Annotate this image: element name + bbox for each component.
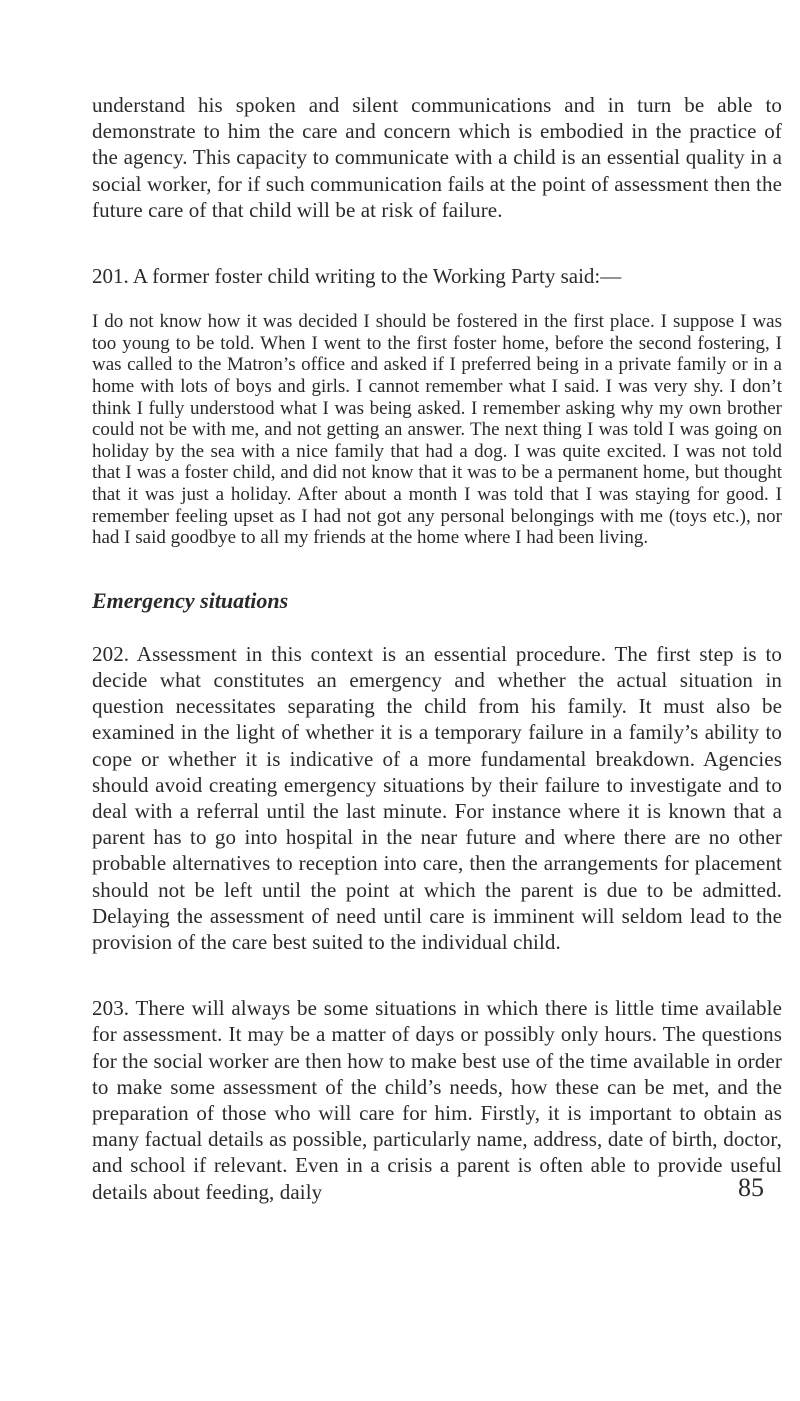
document-page — [92, 92, 782, 1205]
paragraph-203: 203. There will always be some situations in which there is little time available for assessment. It may be a matter of days or possibly only hours. The questions for the social worker are then how to make best use of the time available in order to make some assessment of the child’s needs, how these can be met, and the preparation of those who will care for him. Firstly, it is important to obtain as many factual details as possible, particularly name, address, date of birth, doctor, and school if relevant. Even in a crisis a parent is often able to provide useful details about feeding, daily — [92, 996, 782, 1204]
page-number: 85 — [738, 1173, 764, 1202]
section-heading: Emergency situations — [92, 587, 289, 613]
paragraph-201-intro: 201. A former foster child writing to the Working Party said:— — [92, 264, 622, 289]
paragraph-201-quote: I do not know how it was decided I should be fostered in the first place. I suppose I was too young to be told. When I went to the first foster home, before the second fostering, I was called to the Matron’s office and asked if I preferred being in a private family or in a home with lots of boys and girls. I cannot remember what I said. I was very shy. I don’t think I fully understood what I was being asked. I remember asking why my own brother could not be with me, and not getting an answer. The next thing I was told I was going on holiday by the sea with a nice family that had a dog. I was quite excited. I was not told that I was a foster child, and did not know that it was to be a permanent home, but thought that it was just a holiday. After about a month I was told that I was staying for good. I remember feeling upset as I had not got any personal belongings with me (toys etc.), nor had I said goodbye to all my friends at the home where I had been living. — [92, 311, 782, 549]
continuation-paragraph: understand his spoken and silent communications and in turn be able to demonstrate to him the care and concern which is embodied in the practice of the agency. This capacity to communicate with a child is an essential quality in a social worker, for if such communication fails at the point of assessment then the future care of that child will be at risk of failure. — [92, 93, 782, 222]
paragraph-202: 202. Assessment in this context is an essential procedure. The first step is to decide what constitutes an emergency and whether the actual situation in question necessitates separating the child from his family. It must also be examined in the light of whether it is a temporary failure in a family’s ability to cope or whether it is indicative of a more fundamental breakdown. Agencies should avoid creating emergency situations by their failure to investigate and to deal with a referral until the last minute. For instance where it is known that a parent has to go into hospital in the near future and where there are no other probable alternatives to reception into care, then the arrangements for placement should not be left until the point at which the parent is due to be admitted. Delaying the assessment of need until care is imminent will seldom lead to the provision of the care best suited to the individual child. — [92, 641, 782, 954]
